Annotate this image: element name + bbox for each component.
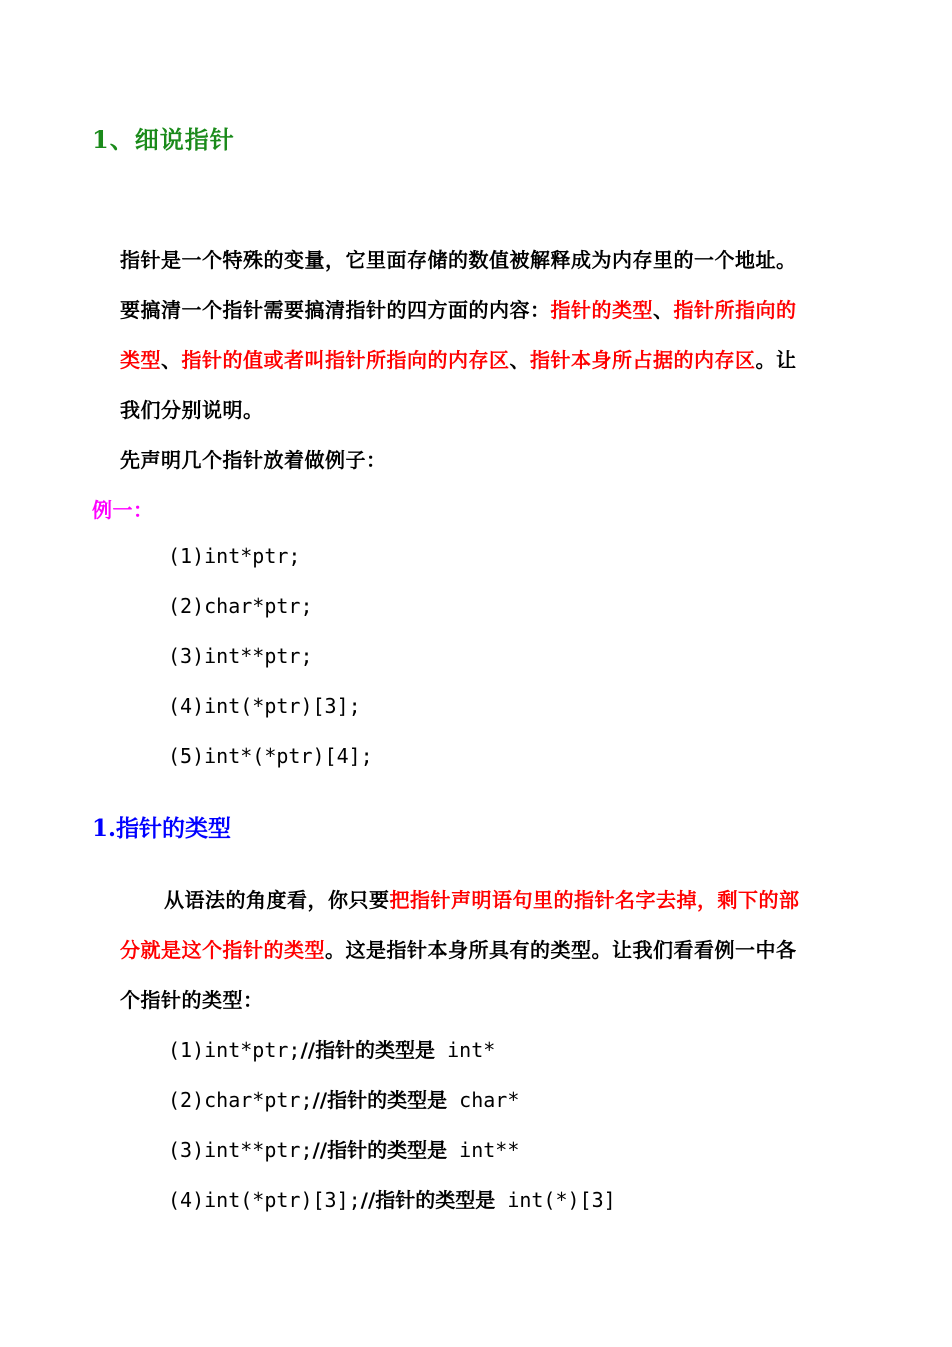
intro-line-5: 先声明几个指针放着做例子： xyxy=(120,448,387,472)
intro-line-4: 我们分别说明。 xyxy=(120,398,264,422)
section1-emphasis-1: 把指针声明语句里的指针名字去掉，剩下的部 xyxy=(389,888,800,912)
intro-line-2 xyxy=(120,294,797,323)
separator: 、 xyxy=(509,348,530,372)
intro-line-3 xyxy=(120,344,797,373)
section1-line-1 xyxy=(164,884,800,913)
type-example-code: (2)char*ptr; xyxy=(168,1088,313,1112)
separator: 、 xyxy=(653,298,674,322)
type-example-4 xyxy=(168,1184,616,1213)
code-example-2: (2)char*ptr; xyxy=(168,594,313,618)
type-example-comment: //指针的类型是 xyxy=(312,1088,448,1112)
type-example-1 xyxy=(168,1034,495,1063)
example-label: 例一： xyxy=(92,498,154,522)
section1-line-3: 个指针的类型： xyxy=(120,988,264,1012)
emphasis-pointer-type: 指针的类型 xyxy=(550,298,653,322)
type-example-code: (4)int(*ptr)[3]; xyxy=(168,1188,361,1212)
code-example-5: (5)int*(*ptr)[4]; xyxy=(168,744,373,768)
section1-emphasis-2: 分就是这个指针的类型 xyxy=(120,938,325,962)
separator: 、 xyxy=(161,348,182,372)
type-example-3 xyxy=(168,1134,519,1163)
type-example-2 xyxy=(168,1084,519,1113)
intro-text: 。让 xyxy=(755,348,797,372)
type-example-comment: //指针的类型是 xyxy=(300,1038,436,1062)
emphasis-pointer-memory: 指针本身所占据的内存区 xyxy=(530,348,756,372)
type-example-type: char* xyxy=(459,1088,520,1112)
section1-line-2 xyxy=(120,934,797,963)
section1-text: 。这是指针本身所具有的类型。让我们看看例一中各 xyxy=(325,938,797,962)
emphasis-pointer-value: 指针的值或者叫指针所指向的内存区 xyxy=(181,348,510,372)
type-example-code: (1)int*ptr; xyxy=(168,1038,301,1062)
emphasis-pointed-type-part1: 指针所指向的 xyxy=(673,298,797,322)
code-example-1: (1)int*ptr; xyxy=(168,544,301,568)
intro-text: 要搞清一个指针需要搞清指针的四方面的内容： xyxy=(120,298,551,322)
type-example-type: int(*)[3] xyxy=(507,1188,616,1212)
type-example-code: (3)int**ptr; xyxy=(168,1138,313,1162)
heading-pointer-type: 1.指针的类型 xyxy=(92,815,232,842)
type-example-type: int* xyxy=(447,1038,496,1062)
section1-text: 从语法的角度看，你只要 xyxy=(164,888,390,912)
code-example-3: (3)int**ptr; xyxy=(168,644,313,668)
heading-detailed-pointers: 1、细说指针 xyxy=(92,125,235,154)
code-example-4: (4)int(*ptr)[3]; xyxy=(168,694,361,718)
intro-line-1: 指针是一个特殊的变量，它里面存储的数值被解释成为内存里的一个地址。 xyxy=(120,248,797,272)
type-example-comment: //指针的类型是 xyxy=(360,1188,496,1212)
type-example-comment: //指针的类型是 xyxy=(312,1138,448,1162)
emphasis-pointed-type-part2: 类型 xyxy=(120,348,161,372)
type-example-type: int** xyxy=(459,1138,520,1162)
